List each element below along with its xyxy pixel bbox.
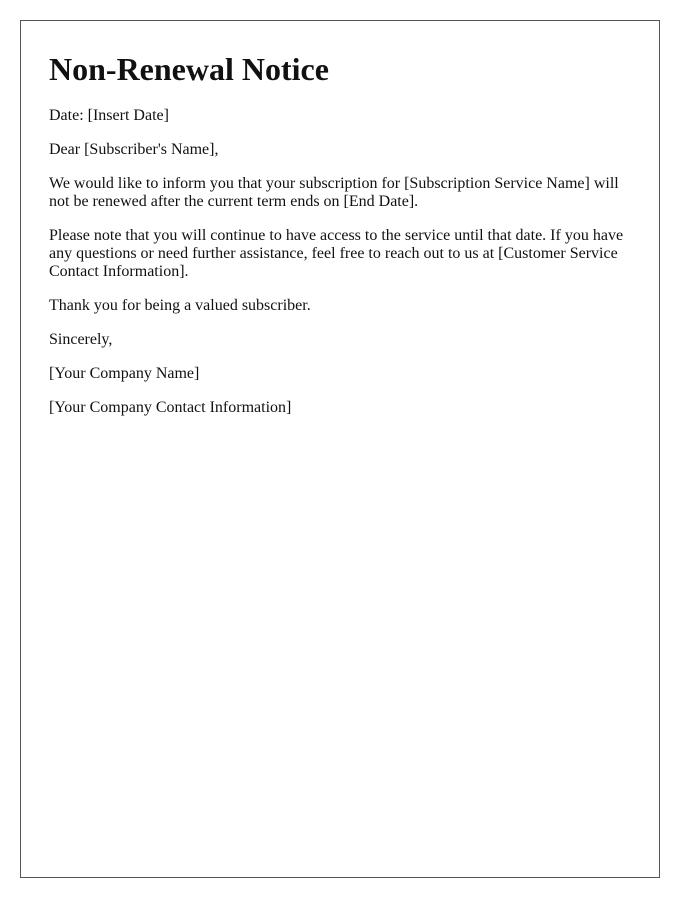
closing: Sincerely, [49, 331, 113, 348]
paragraph-access: Please note that you will continue to have access to the service until that date. If you have any questions or need further assistance, feel free to reach out to us at [Customer Service Contact Information]. [49, 227, 624, 280]
date-line: Date: [Insert Date] [49, 107, 169, 124]
paragraph-notice: We would like to inform you that your subscription for [Subscription Service Name] will not be renewed after the current term ends on [End Date]. [49, 175, 619, 210]
letter-body [49, 49, 631, 433]
letter-page [20, 20, 660, 878]
salutation: Dear [Subscriber's Name], [49, 141, 219, 158]
company-name: [Your Company Name] [49, 365, 200, 382]
company-contact: [Your Company Contact Information] [49, 399, 292, 416]
letter-title: Non-Renewal Notice [49, 51, 329, 87]
paragraph-thanks: Thank you for being a valued subscriber. [49, 297, 311, 314]
